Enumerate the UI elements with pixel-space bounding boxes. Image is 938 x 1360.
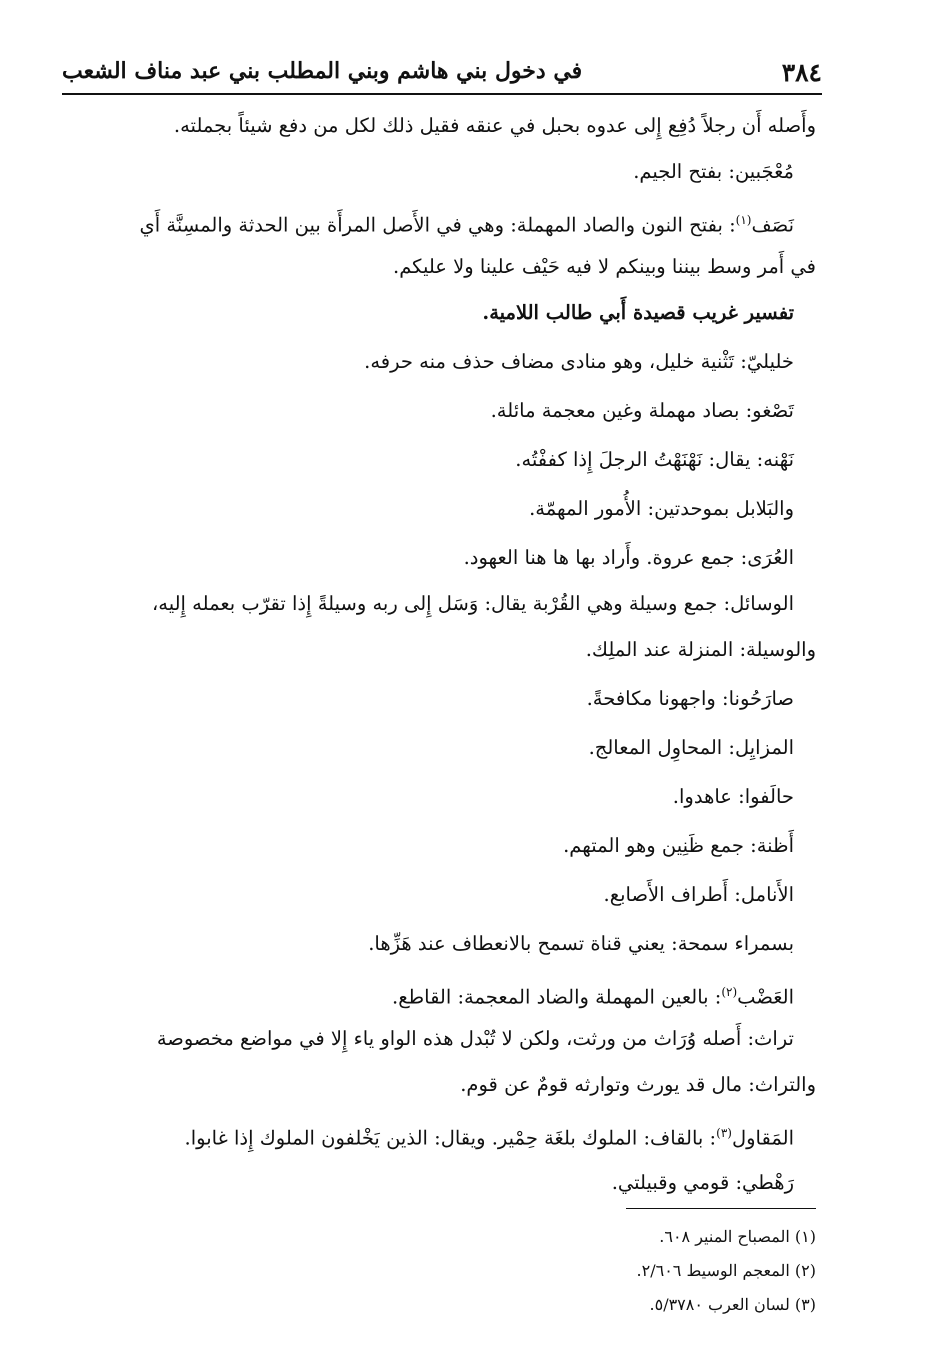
entry-term: المَقاول [731, 1126, 794, 1150]
footnote: (٢) المعجم الوسيط ٢/٦٠٦. [636, 1261, 816, 1280]
text-line: العُرَى: جمع عروة. وأَراد بها ها هنا العهود. [463, 546, 794, 569]
text-line: الأَنامل: أَطراف الأَصابع. [603, 883, 794, 906]
footnote-ref: (٣) [716, 1126, 732, 1140]
text-line: وأَصله أَن رجلاً دُفِع إِلى عدوه بحبل في عنقه فقيل ذلك لكل من دفع شيئاً بجملته. [173, 114, 816, 137]
text-line: تَصْغو: بصاد مهملة وغين معجمة مائلة. [490, 399, 794, 422]
text-line [66, 196, 816, 245]
text-line: بسمراء سمحة: يعني قناة تسمح بالانعطاف عند هَزِّها. [368, 932, 794, 955]
text-line: مُعْجَبين: بفتح الجيم. [633, 160, 794, 183]
page-number: ٣٨٤ [781, 58, 822, 87]
text-line: صارَحُونا: واجهونا مكافحةً. [586, 687, 794, 710]
text-line: والبَلابل بموحدتين: الأُمور المهمّة. [529, 497, 794, 520]
entry-term: نَصَف [751, 213, 794, 237]
entry-text: : بالعين المهملة والضاد المعجمة: القاطع. [392, 985, 722, 1009]
text-line: حالَفوا: عاهدوا. [672, 785, 794, 808]
footnote-rule [626, 1208, 816, 1209]
section-heading: تفسير غريب قصيدة أَبي طالب اللامية. [482, 301, 794, 324]
text-line [66, 968, 816, 1017]
footnote: (١) المصباح المنير ٦٠٨. [659, 1227, 816, 1246]
text-line: الوسائل: جمع وسيلة وهي القُرْبة يقال: وَسَل إِلى ربه وسيلةً إِذا تقرّب بعمله إِليه، [151, 592, 794, 615]
text-line [66, 1109, 816, 1158]
footnotes [400, 1220, 816, 1322]
entry-text: : بالقاف: الملوك بلغَة حِمْير. ويقال: الذين يَخْلفون الملوك إِذا غابوا. [184, 1126, 717, 1150]
running-title: في دخول بني هاشم وبني المطلب بني عبد مناف الشعب [62, 58, 583, 84]
footnote-ref: (١) [735, 213, 752, 227]
footnote: (٣) لسان العرب ٥/٣٧٨٠. [649, 1295, 816, 1314]
main-text [66, 104, 816, 1207]
footnote-ref: (٢) [721, 985, 738, 999]
text-line: المزايِل: المحاوِل المعالج. [588, 736, 794, 759]
text-line: أَظنة: جمع ظَنِين وهو المتهم. [563, 834, 794, 857]
text-line: والتراث: مال قد يورث وتوارثه قومٌ عن قوم. [460, 1073, 816, 1096]
text-line: خليليّ: تَثْنية خليل، وهو منادى مضاف حذف منه حرفه. [364, 350, 794, 373]
page-header [62, 52, 822, 92]
text-line: تراث: أَصله وُرَاث من ورثت، ولكن لا تُبْدل هذه الواو ياء إِلا في مواضع مخصوصة [156, 1027, 794, 1050]
entry-text: : بفتح النون والصاد المهملة: وهي في الأَصل المرأَة بين الحدثة والمسِنَّة أَي [139, 213, 736, 237]
text-line: رَهْطي: قومي وقبيلتي. [611, 1171, 794, 1194]
entry-term: العَضْب [737, 985, 794, 1009]
header-rule [62, 93, 822, 95]
text-line: نَهْنه: يقال: نَهْنَهْتُ الرجلَ إِذا كففْتُه. [515, 448, 794, 471]
text-line: والوسيلة: المنزلة عند الملِك. [585, 638, 816, 661]
text-line: في أَمر وسط بيننا وبينكم لا فيه حَيْف علينا ولا عليكم. [393, 255, 816, 278]
